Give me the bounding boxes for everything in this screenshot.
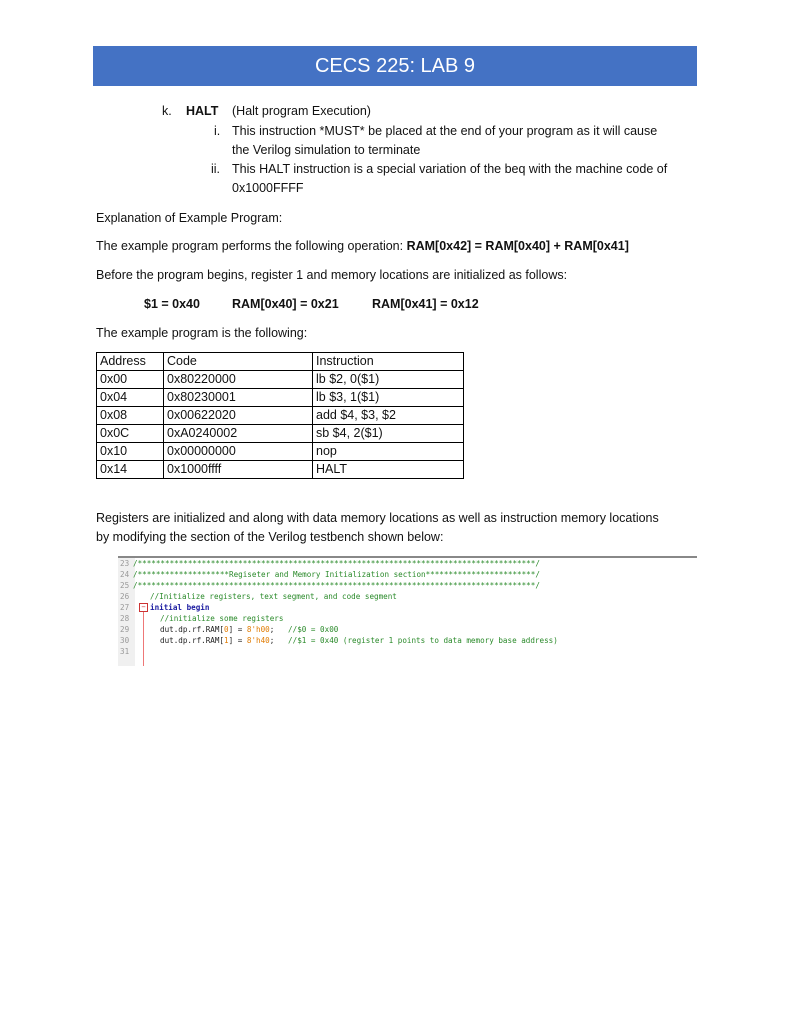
sub-line: the Verilog simulation to terminate (232, 143, 421, 157)
code-comment: //$1 = 0x40 (register 1 points to data memory base address) (288, 636, 558, 645)
cell: 0x04 (97, 389, 164, 407)
program-table (96, 352, 464, 479)
code-token: ] = (228, 625, 247, 634)
code-line: /***************************************************************************************/ (133, 581, 540, 590)
init-text: Before the program begins, register 1 and memory locations are initialized as follows: (96, 268, 568, 282)
cell: add $4, $3, $2 (313, 407, 464, 425)
item-desc: (Halt program Execution) (232, 104, 371, 118)
code-token: ] = (228, 636, 247, 645)
code-token: dut.dp.rf.RAM[ (160, 636, 225, 645)
line-number: 31 (120, 647, 130, 656)
table-header-row (97, 353, 464, 371)
init-value: RAM[0x41] = 0x12 (372, 297, 479, 311)
cell: 0x08 (97, 407, 164, 425)
cell: 0xA0240002 (164, 425, 313, 443)
operation: RAM[0x42] = RAM[0x40] + RAM[0x41] (406, 239, 629, 253)
header-cell: Address (97, 353, 164, 371)
code-line (160, 625, 338, 634)
code-token: dut.dp.rf.RAM[ (160, 625, 225, 634)
init-value: RAM[0x40] = 0x21 (232, 297, 339, 311)
code-token: ; (269, 625, 275, 634)
header-title: CECS 225: LAB 9 (314, 54, 476, 77)
code-screenshot (118, 556, 697, 666)
line-number: 25 (120, 581, 130, 590)
cell: 0x1000ffff (164, 461, 313, 479)
sub-line: This HALT instruction is a special variation of the beq with the machine code of (232, 162, 668, 176)
code-token: 1 (224, 636, 229, 645)
code-comment: //$0 = 0x00 (288, 625, 339, 634)
sub-num: ii. (211, 162, 221, 176)
table-row (97, 407, 464, 425)
line-number: 30 (120, 636, 130, 645)
cell: sb $4, 2($1) (313, 425, 464, 443)
program-intro: The example program is the following: (96, 326, 308, 340)
cell: nop (313, 443, 464, 461)
cell: HALT (313, 461, 464, 479)
code-line: initial begin (150, 603, 210, 612)
code-line: /***************************************************************************************/ (133, 559, 540, 568)
cell: 0x10 (97, 443, 164, 461)
cell: lb $2, 0($1) (313, 371, 464, 389)
cell: 0x14 (97, 461, 164, 479)
header-cell: Code (164, 353, 313, 371)
code-token: 8'h40 (246, 636, 270, 645)
operation-prefix: The example program performs the following operation: (96, 239, 407, 253)
table-row (97, 389, 464, 407)
code-token: 8'h00 (246, 625, 270, 634)
line-number: 27 (120, 603, 130, 612)
code-token: 0 (224, 625, 229, 634)
sub-num: i. (214, 124, 221, 138)
cell: 0x00000000 (164, 443, 313, 461)
header-cell: Instruction (313, 353, 464, 371)
explanation-heading: Explanation of Example Program: (96, 211, 283, 225)
code-line (160, 636, 558, 645)
code-line: //Initialize registers, text segment, and code segment (150, 592, 397, 601)
line-number: 26 (120, 592, 130, 601)
item-letter: k. (162, 104, 172, 118)
cell: 0x00622020 (164, 407, 313, 425)
sub-line: 0x1000FFFF (232, 181, 304, 195)
table-row (97, 425, 464, 443)
cell: lb $3, 1($1) (313, 389, 464, 407)
cell: 0x00 (97, 371, 164, 389)
line-number: 29 (120, 625, 130, 634)
code-line: /********************Regiseter and Memory Initialization section************************/ (133, 570, 540, 579)
line-number: 24 (120, 570, 130, 579)
line-number: 23 (120, 559, 130, 568)
fold-collapse-icon[interactable]: − (139, 603, 148, 612)
registers-text: by modifying the section of the Verilog testbench shown below: (96, 530, 444, 544)
fold-line (143, 612, 144, 666)
operation-text (96, 239, 629, 253)
item-name: HALT (186, 104, 219, 118)
sub-line: This instruction *MUST* be placed at the end of your program as it will cause (232, 124, 658, 138)
table-row (97, 371, 464, 389)
table-row (97, 443, 464, 461)
code-token: ; (269, 636, 275, 645)
line-number: 28 (120, 614, 130, 623)
init-value: $1 = 0x40 (144, 297, 200, 311)
cell: 0x0C (97, 425, 164, 443)
registers-text: Registers are initialized and along with data memory locations as well as instruction memory locations (96, 511, 659, 525)
header-banner (93, 46, 697, 86)
table-row (97, 461, 464, 479)
code-line: //initialize some registers (160, 614, 284, 623)
cell: 0x80220000 (164, 371, 313, 389)
cell: 0x80230001 (164, 389, 313, 407)
